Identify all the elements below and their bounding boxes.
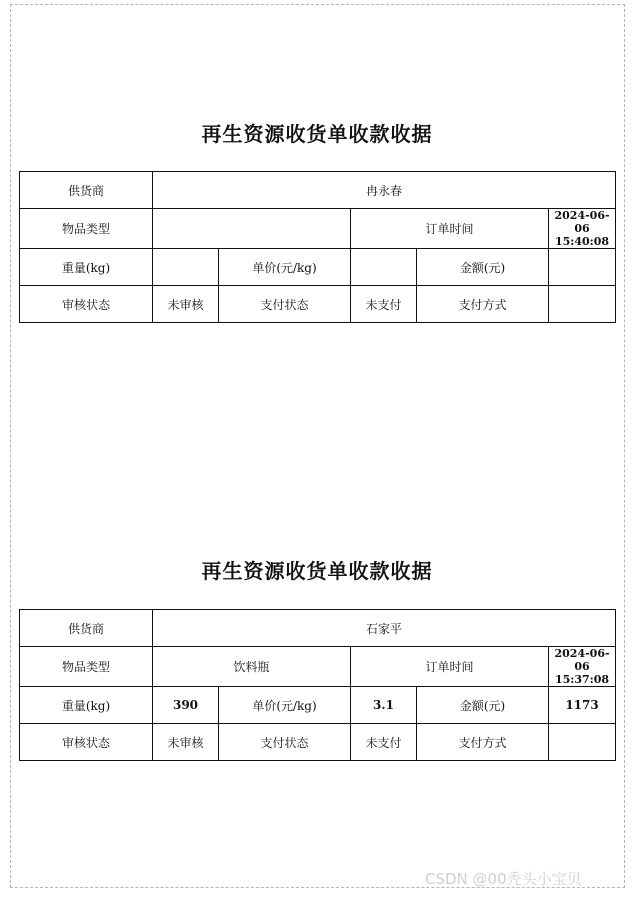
weight-value: 390 — [153, 687, 219, 724]
order-time-value: 2024-06-06 15:37:08 — [549, 647, 616, 687]
unit-price-value: 3.1 — [351, 687, 417, 724]
amount-value — [549, 249, 616, 286]
audit-status-label: 审核状态 — [20, 724, 153, 761]
receipt-title: 再生资源收货单收款收据 — [201, 559, 433, 583]
table-row — [20, 687, 616, 724]
receipt-table — [19, 609, 616, 761]
unit-price-label: 单价(元/kg) — [219, 249, 351, 286]
supplier-label: 供货商 — [20, 172, 153, 209]
watermark: CSDN @00秃头小宝贝 — [425, 870, 582, 888]
pay-status-label: 支付状态 — [219, 724, 351, 761]
pay-status-value: 未支付 — [351, 724, 417, 761]
supplier-label: 供货商 — [20, 610, 153, 647]
table-row — [20, 249, 616, 286]
supplier-value: 石家平 — [153, 610, 616, 647]
order-time-value: 2024-06-06 15:40:08 — [549, 209, 616, 249]
amount-label: 金额(元) — [417, 687, 549, 724]
table-row — [20, 209, 616, 249]
table-row — [20, 647, 616, 687]
pay-method-value — [549, 724, 616, 761]
pay-method-value — [549, 286, 616, 323]
amount-value: 1173 — [549, 687, 616, 724]
amount-label: 金额(元) — [417, 249, 549, 286]
receipt-title: 再生资源收货单收款收据 — [201, 122, 433, 146]
item-type-label: 物品类型 — [20, 209, 153, 249]
unit-price-value — [351, 249, 417, 286]
table-row — [20, 610, 616, 647]
item-type-value: 饮料瓶 — [153, 647, 351, 687]
receipt-1 — [19, 119, 615, 323]
item-type-label: 物品类型 — [20, 647, 153, 687]
supplier-value: 冉永春 — [153, 172, 616, 209]
table-row — [20, 286, 616, 323]
receipt-table — [19, 171, 616, 323]
pay-method-label: 支付方式 — [417, 724, 549, 761]
audit-status-value: 未审核 — [153, 724, 219, 761]
table-row — [20, 724, 616, 761]
audit-status-value: 未审核 — [153, 286, 219, 323]
receipt-2 — [19, 556, 615, 761]
item-type-value — [153, 209, 351, 249]
weight-label: 重量(kg) — [20, 687, 153, 724]
pay-status-value: 未支付 — [351, 286, 417, 323]
weight-value — [153, 249, 219, 286]
audit-status-label: 审核状态 — [20, 286, 153, 323]
table-row — [20, 172, 616, 209]
weight-label: 重量(kg) — [20, 249, 153, 286]
unit-price-label: 单价(元/kg) — [219, 687, 351, 724]
pay-status-label: 支付状态 — [219, 286, 351, 323]
order-time-label: 订单时间 — [351, 209, 549, 249]
pay-method-label: 支付方式 — [417, 286, 549, 323]
order-time-label: 订单时间 — [351, 647, 549, 687]
